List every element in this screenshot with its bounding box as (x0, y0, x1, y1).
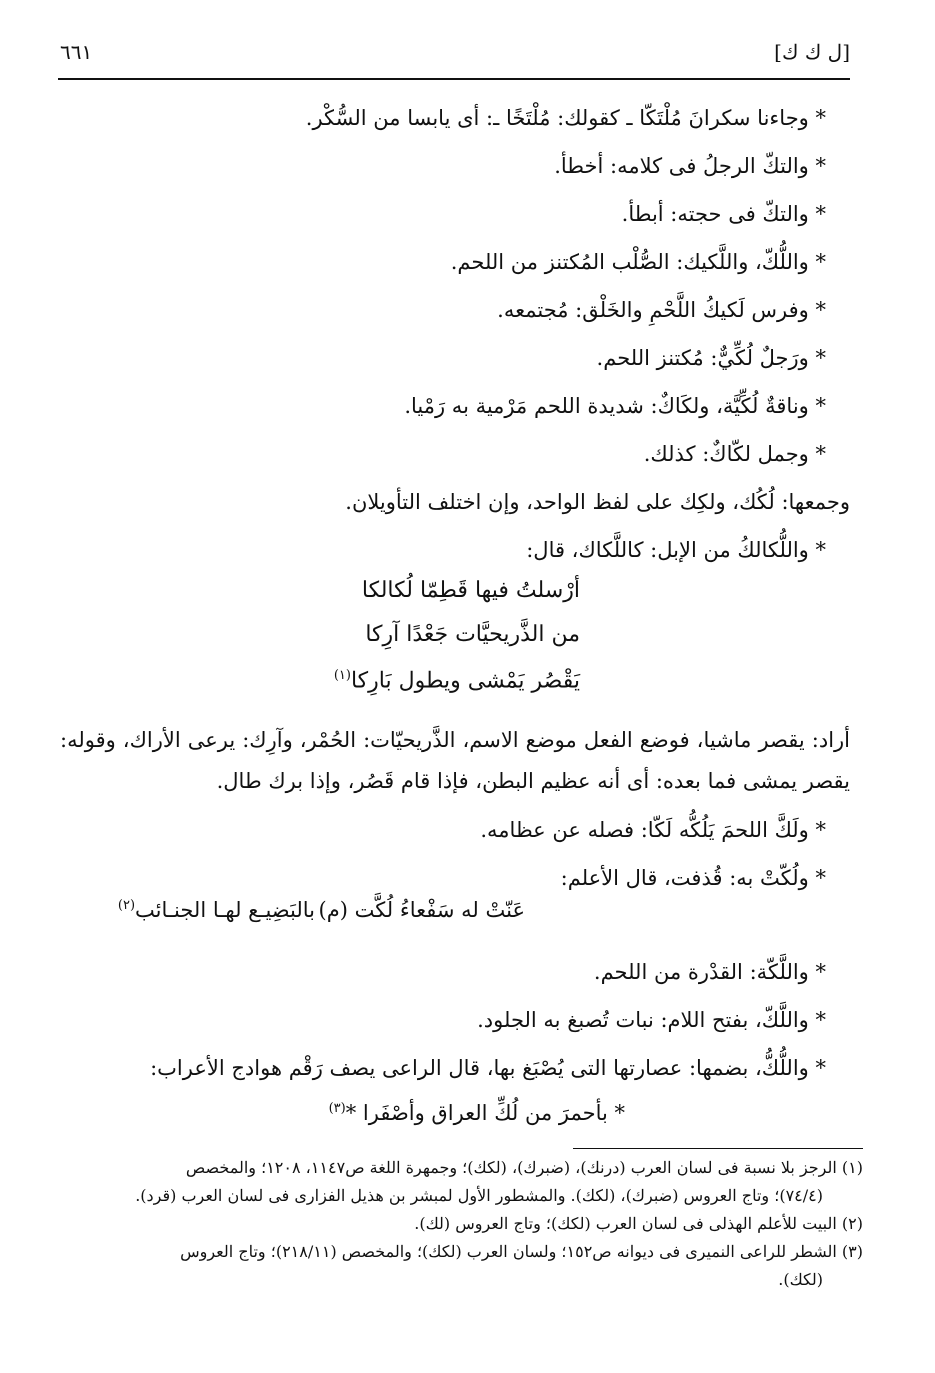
footnote (63, 1238, 863, 1266)
header-rule (58, 78, 850, 80)
footnotes (63, 1154, 863, 1294)
verse-hemistich-second (118, 898, 315, 922)
entry: * ولُكّتْ به: قُذفت، قال الأعلم: (560, 866, 826, 890)
footnote-continuation: (٧٤/٤)؛ وتاج العروس (ضبرك)، (لكك). والمشطور الأول لمبشر بن هذيل الفزارى فى لسان العرب (قرد). (135, 1186, 823, 1205)
verse-line (334, 668, 580, 693)
entry: * واللُّكّ، واللَّكيك: الصُّلْب المُكتنز من اللحم. (450, 250, 826, 274)
entry: * واللُّكالكُ من الإبل: كاللَّكاك، قال: (526, 538, 826, 562)
footnote-continuation: (لكك). (778, 1270, 823, 1289)
footnote (63, 1210, 863, 1238)
footnote-text: الرجز بلا نسبة فى لسان العرب (درنك)، (ضبرك)، (لكك)؛ وجمهرة اللغة ص١١٤٧، ١٢٠٨؛ والمخصص (185, 1158, 837, 1177)
entry: * واللَّكّ، بفتح اللام: نبات تُصبغ به الجلود. (477, 1008, 826, 1032)
entry-list (50, 806, 850, 902)
entry: * وجاءنا سكرانَ مُلْتَكّا ـ كقولك: مُلْتَخًا ـ: أى يابسا من السُّكْر. (305, 106, 826, 130)
commentary-paragraph: أراد: يقصر ماشيا، فوضع الفعل موضع الاسم، الذَّريحيّات: الحُمْر، وآرِك: يرعى الأراك، وقوله: يقصر يمشى فما بعده: أى أنه عظيم البطن، فإذا قام قَصُر، وإذا برك طال. (60, 728, 850, 793)
entry: * وفرس لَكيكُ اللَّحْمِ والخَلْق: مُجتمعه. (497, 298, 826, 322)
entry: * وجمل لكّاكٌ: كذلك. (643, 442, 826, 466)
root-header: [ل ك ك] (774, 40, 850, 64)
page-number: ٦٦١ (60, 40, 93, 64)
verse-hemistich (329, 1101, 625, 1125)
entry: * ورَجلٌ لُكِّيٌّ: مُكتنز اللحم. (596, 346, 826, 370)
entry: * واللُّكُّ، بضمها: عصارتها التى يُصْبَغ بها، قال الراعى يصف رَقْم هوادج الأعراب: (150, 1056, 826, 1080)
footnote-ref: (٣) (328, 1101, 346, 1116)
footnote-number: (١) (841, 1158, 863, 1177)
entry: * وناقةٌ لُكِّيَّة، ولكَاكٌ: شديدة اللحم مَرْمية به رَمْيا. (404, 394, 826, 418)
entry-list (50, 94, 850, 574)
footnote-ref: (١) (333, 668, 351, 683)
entry: * واللَّكّة: القدْرة من اللحم. (593, 960, 826, 984)
verse-line: من الذَّريحيَّات جَعْدًا آرِكا (365, 622, 580, 647)
entry: * والتكّ الرجلُ فى كلامه: أخطأ. (554, 154, 826, 178)
verse-text: بالبَضِيـع لهـا الجنـائب (135, 898, 315, 922)
footnote-text: الشطر للراعى النميرى فى ديوانه ص١٥٢؛ ولسان العرب (لكك)؛ والمخصص (٢١٨/١١)؛ وتاج العروس (180, 1242, 837, 1261)
footnote-text: البيت للأعلم الهذلى فى لسان العرب (لكك)؛ وتاج العروس (لك). (414, 1214, 837, 1233)
verse-line: أرْسلتُ فيها قَطِمّا لُكالكا (361, 578, 580, 603)
entry-plural: وجمعها: لُكُك، ولكِك على لفظ الواحد، وإن اختلف التأويلان. (345, 490, 850, 514)
verse-text: * بأحمرَ من لُكِّ العراق وأصْفَرا * (345, 1101, 625, 1125)
entry-list (50, 948, 850, 1092)
footnote-rule (573, 1148, 863, 1149)
footnote-ref: (٢) (117, 898, 136, 913)
footnote-number: (٣) (841, 1242, 863, 1261)
entry: * ولَكَّ اللحمَ يَلُكُّه لَكّا: فصله عن عظامه. (480, 818, 826, 842)
verse-hemistich-first: عَنّتْ له سَفْعاءُ لُكَّت (م) (318, 898, 525, 922)
footnote (63, 1154, 863, 1182)
verse-text: يَقْصُر يَمْشى ويطول بَارِكا (350, 668, 580, 694)
entry: * والتكّ فى حجته: أبطأ. (621, 202, 826, 226)
footnote-number: (٢) (841, 1214, 863, 1233)
